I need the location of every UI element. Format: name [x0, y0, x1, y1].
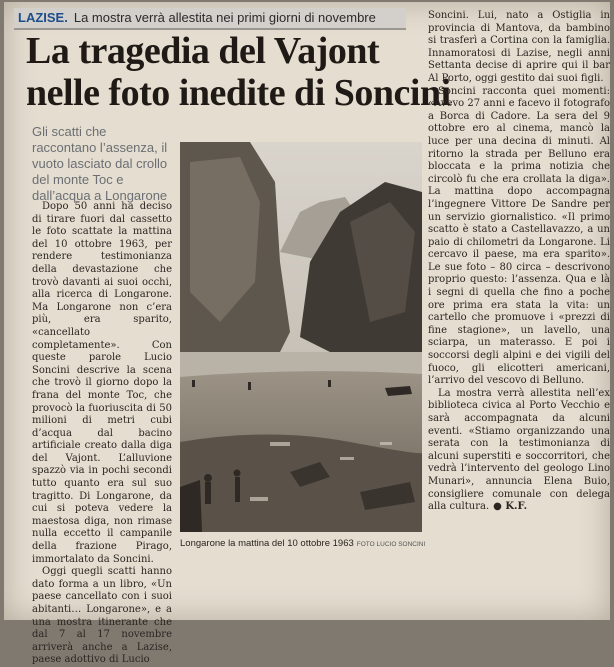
- kicker-bar: [14, 8, 406, 30]
- paragraph-text: La mostra verrà allestita nell’ex biblioteca civica al Porto Vecchio e sarà accompagnata da alcuni eventi. «Stiamo organizzando una serata con la testimonianza di alcuni superstiti e soccorritori, che vedrà l’intervento del geologo Lino Munari», annuncia Elena Buio, consigliere comunale con delega alla cultura.: [428, 387, 610, 513]
- paragraph: [428, 388, 610, 514]
- article-column-right: [428, 10, 610, 514]
- photo-longarone: [180, 142, 422, 532]
- newspaper-clipping: [4, 2, 610, 666]
- paragraph: Dopo 50 anni ha deciso di tirare fuori dal cassetto le foto scattate la mattina del 10 ottobre 1963, per rendere testimonianza della devastazione che trovò davanti ai suoi occhi, alla ricerca di Longarone. Ma Longarone non c’era più, era sparito, «cancellato completamente». Con queste parole Lucio Soncini descrive la scena che trovò il giorno dopo la frana del monte Toc, che provocò la fuoriuscita di 50 milioni di metri cubi d’acqua dal bacino artificiale creato dalla diga del Vajont. L’alluvione spazzò via in pochi secondi tutto quanto era sul suo tragitto. Di Longarone, da cui si poteva vedere la maestosa diga, non rimase nulla eccetto il campanile della frazione Pirago, immortalato da Soncini.: [32, 201, 172, 565]
- headline-line-1: La tragedia del Vajont: [26, 30, 380, 72]
- caption-text: Longarone la mattina del 10 ottobre 1963: [180, 538, 354, 549]
- article-column-left: [32, 201, 172, 667]
- headline: [26, 30, 451, 114]
- kicker-place: LAZISE.: [18, 10, 68, 25]
- kicker-text: La mostra verrà allestita nei primi giorni di novembre: [73, 10, 376, 25]
- paragraph: Soncini. Lui, nato a Ostiglia in provincia di Mantova, da bambino si trasferì a Cortina con la famiglia. Innamoratosi di Lazise, negli anni Settanta decise di aprire qui il bar Al Porto, oggi gestito dai suoi figli.: [428, 10, 610, 84]
- photo-credit: FOTO LUCIO SONCINI: [356, 541, 426, 548]
- headline-line-2: nelle foto inedite di Soncini: [26, 72, 451, 114]
- photo-image: [180, 142, 422, 532]
- photo-caption: [180, 538, 426, 549]
- summary: Gli scatti che raccontano l’assenza, il vuoto lasciato dal crollo del monte Toc e dall’acqua a Longarone: [32, 124, 168, 203]
- author-signature: ● K.F.: [493, 501, 528, 513]
- paragraph: Soncini racconta quei momenti: «Avevo 27 anni e facevo il fotografo a Borca di Cadore. La sera del 9 ottobre ero al cinema, mancò la luce per una decina di minuti. Al ritorno la strada per Belluno era bloccata e la prima notizia che circolò fu che era crollata la diga». La mattina dopo accompagna l’ingegnere Vittore De Sandre per un servizio giornalistico. «Il primo scatto è stato a Castellavazzo, a un paio di chilometri da Longarone. Li cercavo il paese, ma era sparito». Le sue foto – 80 circa – descrivono proprio questo: l’assenza. Qua e là i segni di quella che fino a poche ore prima era stata la vita: un cartello che promuove i «prezzi di fine stagione», un lavello, una sciarpa, un materasso. E poi i soccorsi degli alpini e dei vigili del fuoco, gli elicotteri americani, l’arrivo del vescovo di Belluno.: [428, 85, 610, 387]
- paragraph: Oggi quegli scatti hanno dato forma a un libro, «Un paese cancellato con i suoi abitanti… Longarone», e a una mostra itinerante che dal 7 al 17 novembre arriverà anche a Lazise, paese adottivo di Lucio: [32, 566, 172, 666]
